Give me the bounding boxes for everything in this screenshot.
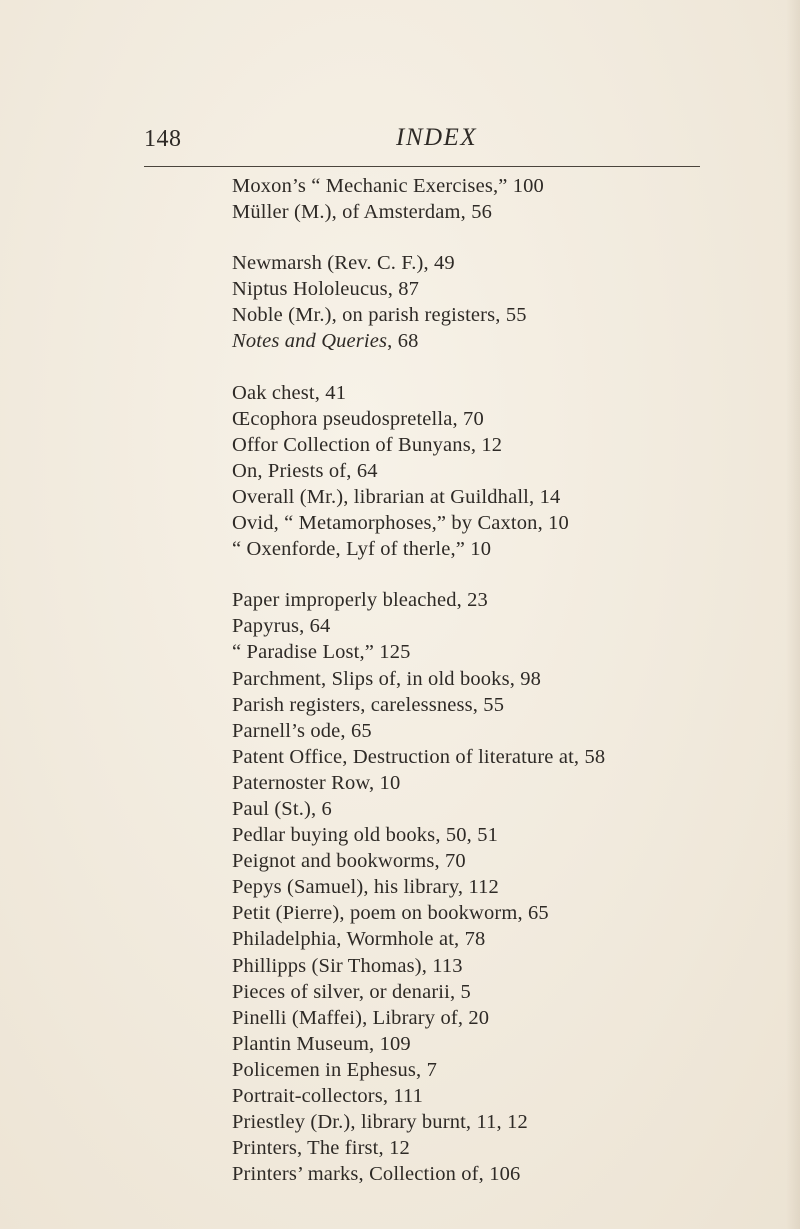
index-entry-page-ref: , 68 — [387, 330, 419, 353]
index-entry: Œcophora pseudospretella, 70 — [232, 407, 484, 430]
index-letter-group — [232, 380, 752, 563]
index-entry: “ Paradise Lost,” 125 — [232, 641, 411, 664]
index-entry: Patent Office, Destruction of literature at, 58 — [232, 745, 606, 768]
index-letter-group — [232, 587, 752, 1187]
index-entry: Printers, The first, 12 — [232, 1137, 410, 1160]
index-entry: Peignot and bookworms, 70 — [232, 850, 466, 873]
index-entry: Policemen in Ephesus, 7 — [232, 1058, 438, 1081]
running-head: INDEX — [396, 124, 478, 151]
index-entry — [232, 328, 752, 354]
index-entry: Portrait-collectors, 111 — [232, 1085, 424, 1107]
index-letter-group — [232, 173, 752, 225]
index-entry: Petit (Pierre), poem on bookworm, 65 — [232, 902, 549, 925]
page-edge-shadow — [786, 0, 800, 1229]
index-entry: Paternoster Row, 10 — [232, 771, 401, 794]
index-entry: Overall (Mr.), librarian at Guildhall, 14 — [232, 485, 561, 508]
index-entry: Parchment, Slips of, in old books, 98 — [232, 667, 542, 690]
index-entry: Printers’ marks, Collection of, 106 — [232, 1163, 521, 1186]
index-entry: Phillipps (Sir Thomas), 113 — [232, 954, 463, 977]
index-entry: Moxon’s “ Mechanic Exercises,” 100 — [232, 175, 544, 197]
index-entry: Plantin Museum, 109 — [232, 1032, 411, 1055]
index-entry: Newmarsh (Rev. C. F.), 49 — [232, 252, 455, 275]
index-entry: Papyrus, 64 — [232, 615, 331, 638]
index-list — [232, 173, 752, 1212]
index-entry: Müller (M.), of Amsterdam, 56 — [232, 201, 492, 224]
index-entry: Pepys (Samuel), his library, 112 — [232, 876, 499, 899]
index-entry: Offor Collection of Bunyans, 12 — [232, 433, 503, 456]
index-entry: Niptus Hololeucus, 87 — [232, 278, 420, 301]
index-entry: Pieces of silver, or denarii, 5 — [232, 980, 471, 1003]
index-entry: Philadelphia, Wormhole at, 78 — [232, 928, 486, 951]
index-entry: Ovid, “ Metamorphoses,” by Caxton, 10 — [232, 512, 569, 535]
index-entry: Parish registers, carelessness, 55 — [232, 693, 505, 716]
index-entry: Pedlar buying old books, 50, 51 — [232, 824, 499, 847]
index-entry: “ Oxenforde, Lyf of therle,” 10 — [232, 538, 492, 561]
index-entry: Parnell’s ode, 65 — [232, 719, 372, 742]
index-letter-group — [232, 250, 752, 354]
header-rule — [144, 166, 700, 167]
index-entry: Pinelli (Maffei), Library of, 20 — [232, 1006, 490, 1029]
index-entry: Paul (St.), 6 — [232, 797, 332, 820]
index-entry: Noble (Mr.), on parish registers, 55 — [232, 304, 527, 327]
page-number: 148 — [144, 126, 182, 152]
index-entry: Oak chest, 41 — [232, 381, 347, 404]
index-entry: Priestley (Dr.), library burnt, 11, 12 — [232, 1111, 528, 1134]
index-entry: On, Priests of, 64 — [232, 459, 378, 482]
index-entry: Paper improperly bleached, 23 — [232, 589, 488, 612]
index-entry-italic-title: Notes and Queries — [232, 330, 388, 353]
